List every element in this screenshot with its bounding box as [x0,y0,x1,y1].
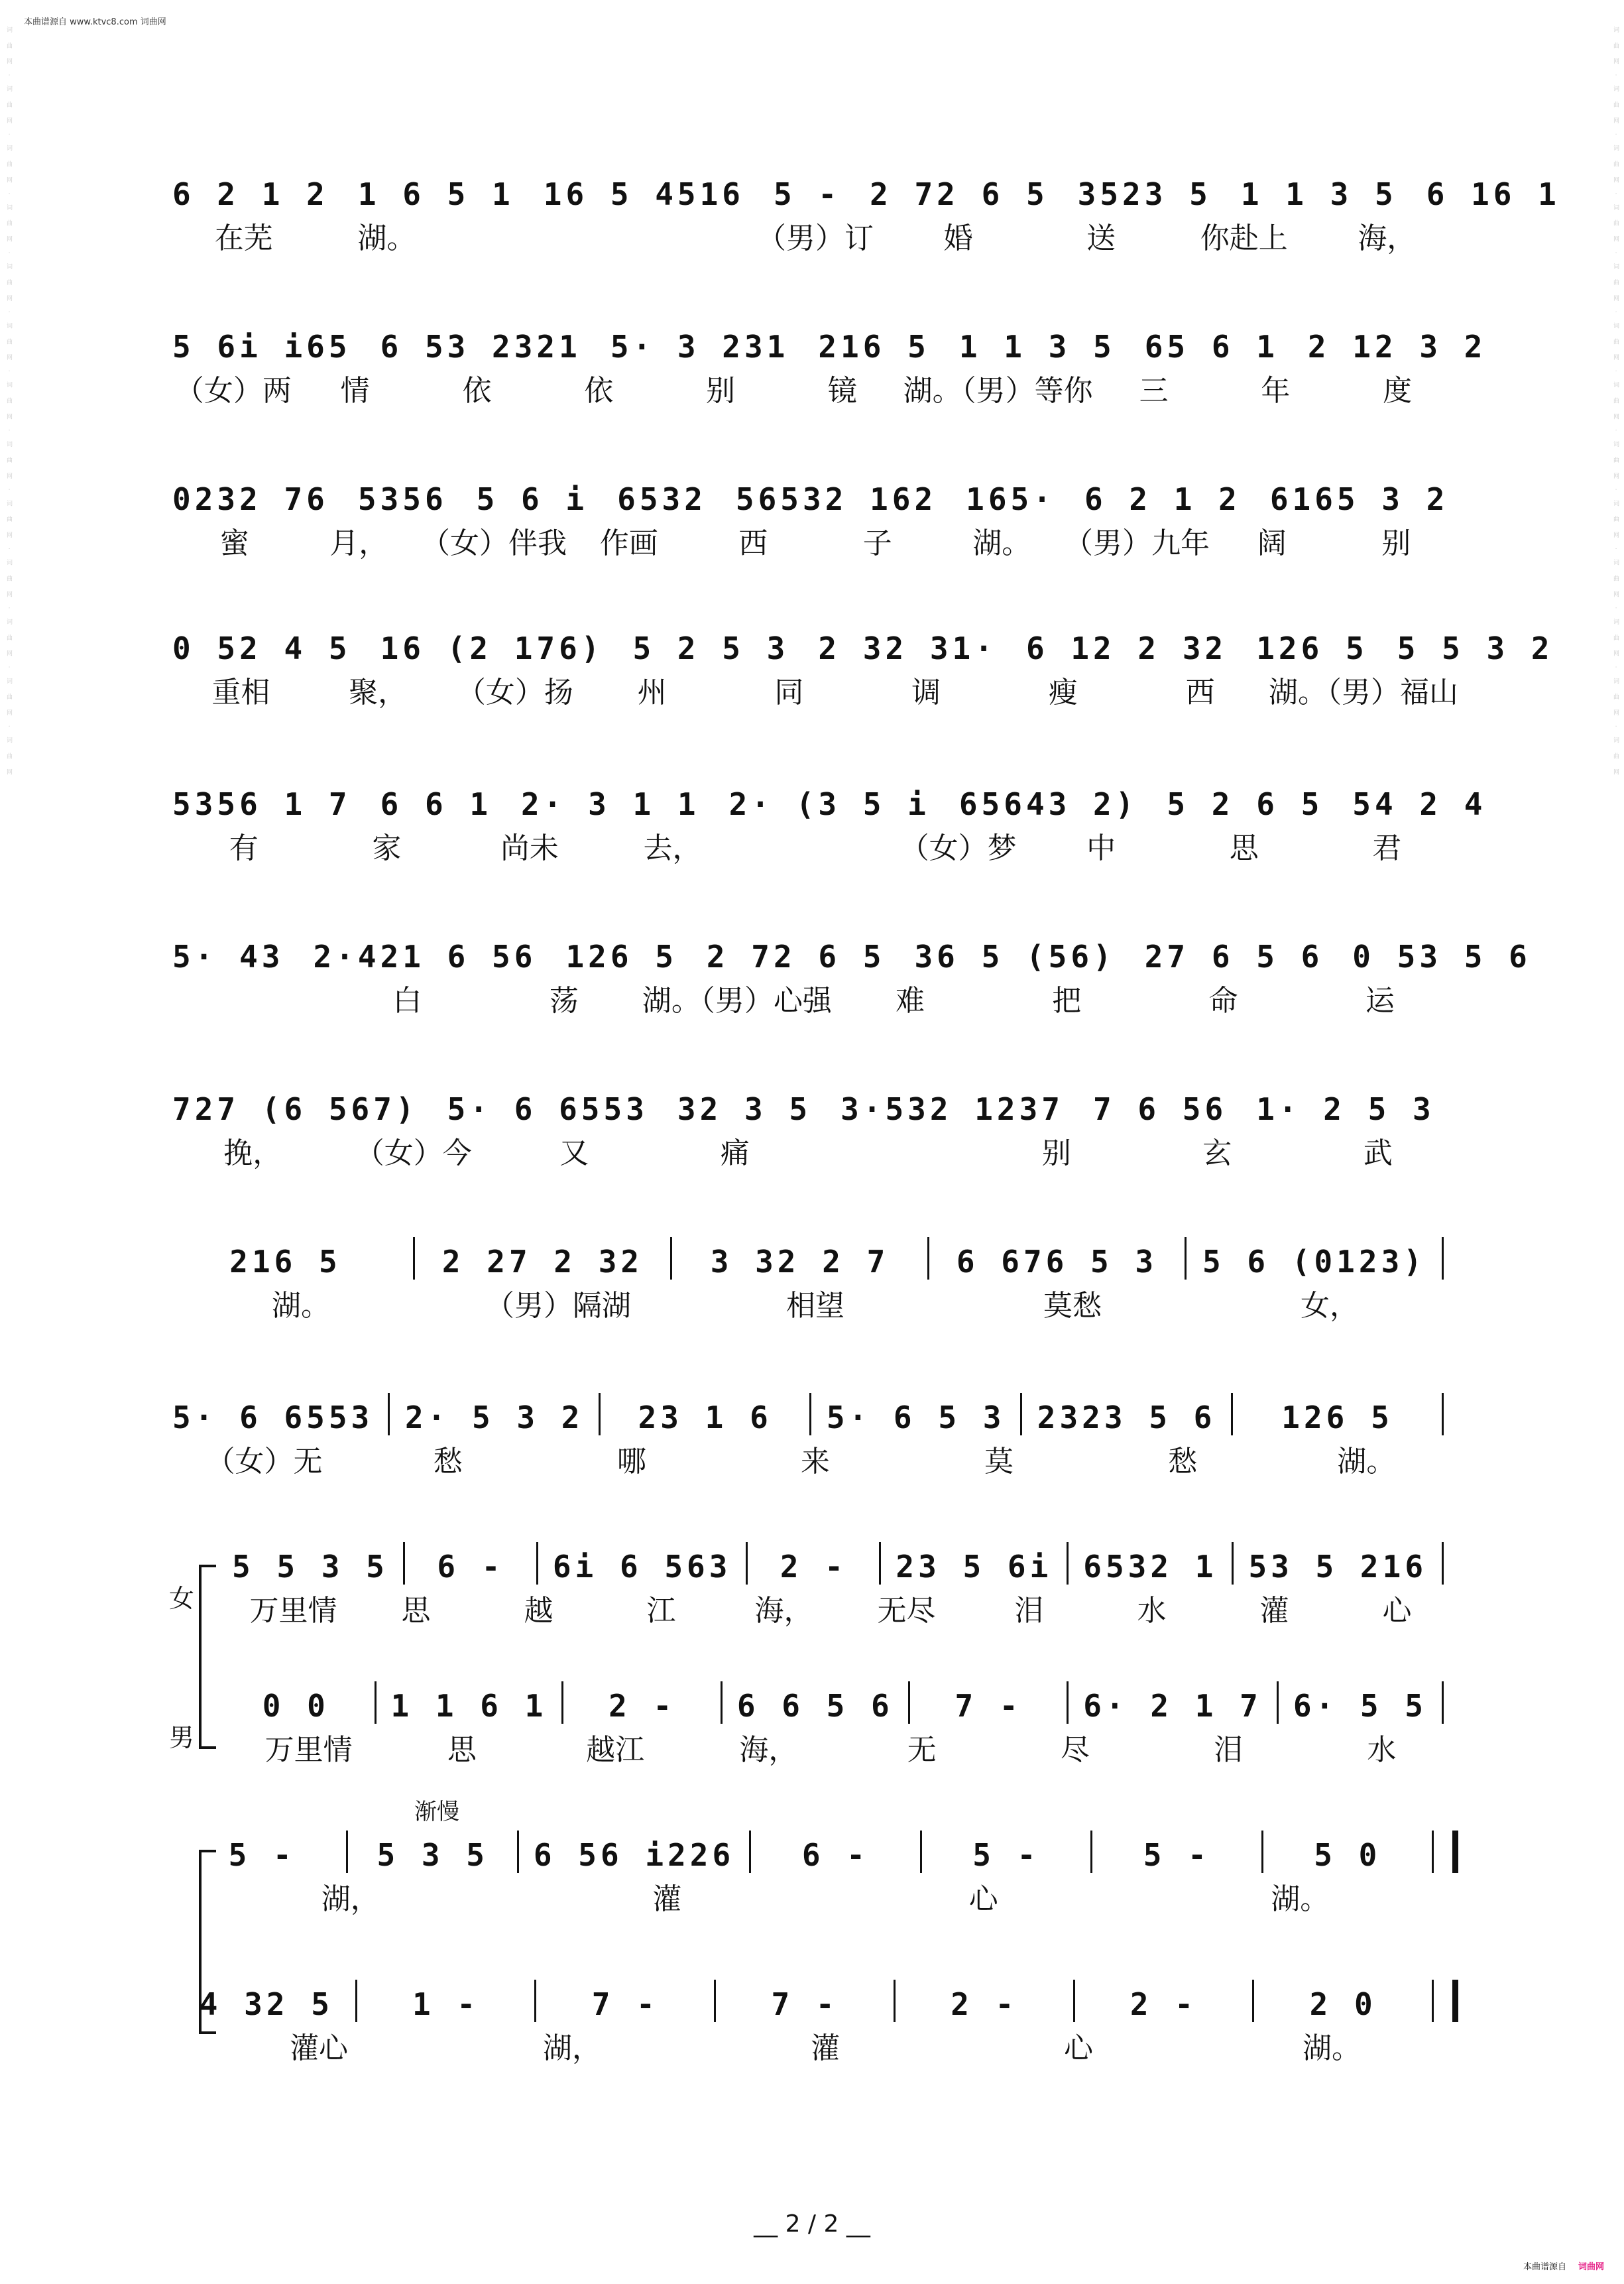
measure: 6532 [617,481,707,517]
barline [879,1542,881,1585]
measure: 165· [966,481,1055,517]
lyric-word: 来 [800,1445,830,1478]
measure: 0 53 5 6 [1352,939,1531,975]
lyric-word: 君 [1372,831,1402,865]
lyrics-line [172,1280,1458,1326]
lyrics-line [172,822,1458,869]
lyric-word: 去， [643,831,702,865]
lyric-word: 别 [1381,526,1411,560]
measure: 6532 1 [1083,1549,1218,1585]
lyric-word: 玄 [1202,1136,1232,1170]
measure: 5 5 3 2 [1397,631,1554,666]
measure: 2 - [951,1986,1018,2022]
measure: 65643 2) [958,786,1138,822]
lyric-word: 家 [372,831,402,865]
measure: 126 5 [565,939,677,975]
measure: 16 (2 176) [380,631,604,666]
measure: 53 5 216 [1248,1549,1428,1585]
lyric-word: 州 [637,676,667,709]
measure: 5 2 5 3 [632,631,789,666]
barline [599,1393,601,1435]
lyric-word: 湖。（男）福山 [1269,676,1458,709]
measure: 5 - [774,176,841,212]
lyric-word: 思 [401,1594,431,1628]
measure: 1· 2 5 3 [1256,1091,1435,1127]
measure: 7 - [771,1986,839,2022]
lyric-word: （男）隔湖 [485,1289,631,1323]
lyric-word: 同 [774,676,804,709]
voice-label-female: 女 [169,1584,195,1613]
barline [1185,1237,1187,1280]
lyric-word: 哪 [616,1445,646,1478]
lyric-word: 别 [1041,1136,1071,1170]
barline [375,1681,377,1724]
lyric-word: 依 [462,374,492,408]
measure: 2 - [780,1549,847,1585]
measure: 0232 76 [172,481,329,517]
measure: 1 1 6 1 [390,1688,548,1724]
lyric-word: 万里情 [264,1733,353,1767]
lyric-word: 无尽 [877,1594,936,1628]
lyric-word: 别 [706,374,736,408]
lyric-word: 心 [1064,2031,1093,2065]
measure: 54 2 4 [1352,786,1487,822]
measure: 5 - [228,1837,296,1873]
measure: 5 6i i65 [172,329,351,365]
lyric-word: 海， [1358,221,1417,255]
lyric-word: 子 [862,526,892,560]
footer-brand: 词曲网 [1578,2262,1604,2272]
measure: 6 16 1 [1426,176,1560,212]
measure: 5· 43 [172,939,284,975]
lyrics-line [172,1435,1458,1482]
measure: 2 72 6 5 [706,939,886,975]
barline [413,1237,415,1280]
lyric-word: （女）伴我 [421,526,567,560]
page-number: __ 2 / 2 __ [754,2210,870,2238]
lyric-word: （男）订 [757,221,874,255]
notation-line [172,613,1554,666]
measure: 3523 5 [1077,176,1212,212]
lyric-word: 婚 [943,221,973,255]
score-system [172,922,1531,1021]
lyric-word: 你赴上 [1200,221,1288,255]
lyric-word: 三 [1139,374,1169,408]
lyric-word: 湖。 [1337,1445,1396,1478]
barline [1442,1237,1444,1280]
barline [561,1681,563,1724]
measure: 5· 3 231 [610,329,789,365]
lyric-word: （女）梦 [899,831,1017,865]
measure: 3 32 2 7 [710,1244,890,1280]
lyric-word: 湖， [543,2031,601,2065]
lyrics-line [172,212,1458,259]
footer-source: 本曲谱源自 [1523,2262,1566,2272]
final-barline [1452,1831,1458,1873]
score-system [172,312,1487,411]
measure: 2 - [609,1688,676,1724]
barline [1442,1542,1444,1585]
lyric-word: 无 [907,1733,937,1767]
lyric-word: 湖。（男）等你 [903,374,1093,408]
lyric-word: 月， [329,526,388,560]
barline [908,1681,910,1724]
measure: 6· 2 1 7 [1083,1688,1262,1724]
lyrics-line [232,1585,1458,1631]
barline [1252,1980,1254,2022]
measure: 6i 6 563 [552,1549,732,1585]
lyric-word: 情 [340,374,370,408]
measure: 2323 5 6 [1037,1400,1216,1435]
lyric-word: 难 [895,984,925,1018]
measure: 1 - [412,1986,480,2022]
lyric-word: 调 [911,676,941,709]
lyrics-line [232,1724,1458,1770]
measure: 65 6 1 [1144,329,1279,365]
system-brace [199,1565,216,1749]
lyric-word: 度 [1383,374,1413,408]
lyric-word: 武 [1363,1136,1393,1170]
measure: 5 5 3 5 [232,1549,388,1585]
notation-line [172,464,1458,517]
measure: 4 32 5 [199,1986,333,2022]
lyric-word: 湖。 [1271,1882,1330,1916]
measure: 1 6 5 1 [357,176,514,212]
lyric-word: 越江 [586,1733,645,1767]
score-system [172,613,1554,713]
notation-line [172,1382,1458,1435]
lyric-word: 思 [1229,831,1259,865]
measure: 5 6 i [476,481,589,517]
lyrics-line [172,517,1458,564]
lyrics-line [192,2022,1458,2069]
notation-line [172,312,1487,365]
measure: 3·532 1237 [841,1091,1065,1127]
measure: 6· 5 5 [1293,1688,1427,1724]
measure: 2 72 6 5 [870,176,1049,212]
barline [536,1542,538,1585]
notation-line [232,1532,1458,1585]
lyric-word: 聚， [349,676,408,709]
lyric-word: 泪 [1014,1594,1044,1628]
lyric-word: 西 [738,526,768,560]
measure: 6165 3 2 [1269,481,1449,517]
lyric-word: 作画 [599,526,658,560]
score-system [172,159,1560,259]
measure: 5· 6 5 3 [826,1400,1006,1435]
lyric-word: 愁 [433,1445,463,1478]
lyric-word: 白 [392,984,422,1018]
barline [1232,1542,1234,1585]
lyric-word: 中 [1086,831,1116,865]
measure: 216 5 [818,329,930,365]
lyric-word: 灌 [811,2031,840,2065]
barline [927,1237,929,1280]
measure: 5· 6 6553 [447,1091,648,1127]
barline [1261,1831,1263,1873]
barline [346,1831,348,1873]
barline [1277,1681,1279,1724]
measure: 1 1 3 5 [1240,176,1397,212]
barline [1231,1393,1233,1435]
lyric-word: 灌 [652,1882,682,1916]
lyric-word: 湖。（男）心强 [642,984,832,1018]
measure: 126 5 [1256,631,1368,666]
measure: 216 5 [229,1244,341,1280]
lyric-word: 越 [524,1594,553,1628]
barline [1067,1542,1069,1585]
lyric-word: 湖， [321,1882,380,1916]
barline [355,1980,357,2022]
lyric-word: 有 [229,831,259,865]
barline [721,1681,723,1724]
measure: 6 2 1 2 [172,176,329,212]
measure: 6 676 5 3 [956,1244,1158,1280]
barline [534,1980,536,2022]
lyric-word: 水 [1367,1733,1397,1767]
lyric-word: 镜 [827,374,857,408]
measure: 6 - [801,1837,869,1873]
measure: 5· 6 6553 [172,1400,374,1435]
final-barline [1452,1980,1458,2022]
measure: 2 0 [1309,1986,1377,2022]
measure: 56532 162 [735,481,937,517]
lyric-word: 瘦 [1048,676,1078,709]
lyric-word: 湖。 [972,526,1031,560]
lyric-word: 灌 [1259,1594,1289,1628]
measure: 2 32 31· [818,631,997,666]
barline [1090,1831,1092,1873]
duet-staff-female [192,1820,1458,1919]
barline [388,1393,390,1435]
lyric-word: 湖。 [272,1289,330,1323]
lyric-word: 蜜 [219,526,249,560]
lyric-word: 泪 [1214,1733,1244,1767]
barline [517,1831,519,1873]
measure: 6 56 i226 [533,1837,735,1873]
measure: 2· 5 3 2 [404,1400,584,1435]
barline [403,1542,405,1585]
barline [746,1542,748,1585]
lyric-word: 灌心 [290,2031,348,2065]
lyric-word: 湖。 [1303,2031,1361,2065]
lyric-word: （女）无 [205,1445,323,1478]
lyric-word: 莫 [984,1445,1014,1478]
score-system [172,769,1487,869]
notation-line [232,1671,1458,1724]
notation-line [172,159,1560,212]
measure: 2 12 3 2 [1307,329,1487,365]
lyrics-line [172,1127,1458,1173]
header-source: 本曲谱源自 www.ktvc8.com 词曲网 [24,17,166,27]
lyric-word: 女， [1301,1289,1359,1323]
lyric-word: （女）两 [174,374,292,408]
barline [1073,1980,1075,2022]
measure: 2· 3 1 1 [521,786,700,822]
score-system [172,1382,1458,1482]
barline [920,1831,922,1873]
barline [714,1980,716,2022]
notation-line [172,922,1531,975]
measure: 6 - [437,1549,504,1585]
barline [749,1831,751,1873]
lyric-word: 愁 [1168,1445,1198,1478]
barline [1442,1681,1444,1724]
lyric-word: 水 [1137,1594,1167,1628]
lyric-word: 运 [1365,984,1395,1018]
barline [809,1393,811,1435]
lyric-word: 心 [1382,1594,1412,1628]
side-watermark-left: 词 曲 网 · 词 曲 网 · 词 曲 网 · 词 曲 网 · 词 曲 网 · 词 曲 网 · 词 曲 网 · 词 曲 网 · 词 曲 网 · 词 曲 网 · 词 曲 网 · 词 曲 网 · 词 曲 网 [5,27,12,779]
barline [894,1980,896,2022]
barline [1442,1393,1444,1435]
measure: 5 - [972,1837,1040,1873]
lyric-word: 相望 [786,1289,844,1323]
measure: 6 12 2 32 [1025,631,1228,666]
measure: 2· (3 5 i [728,786,930,822]
footer [1523,2259,1604,2272]
measure: 2 27 2 32 [441,1244,644,1280]
measure: 0 0 [262,1688,329,1724]
duet-staff-male [232,1671,1458,1770]
measure: 23 1 6 [638,1400,772,1435]
barline [1067,1681,1069,1724]
measure: 126 5 [1281,1400,1393,1435]
measure: 7 6 56 [1093,1091,1228,1127]
measure: 5 2 6 5 [1167,786,1324,822]
measure: 6 6 1 [380,786,493,822]
measure: 5356 [357,481,447,517]
lyric-word: 痛 [720,1136,750,1170]
voice-label-male: 男 [169,1723,195,1752]
lyric-word: 把 [1052,984,1082,1018]
measure: 27 6 5 6 [1144,939,1324,975]
lyric-word: 湖。 [357,221,416,255]
lyric-word: 命 [1208,984,1238,1018]
lyric-word: 年 [1261,374,1291,408]
notation-line [172,1074,1458,1127]
barline [670,1237,672,1280]
score-system [172,464,1458,564]
lyric-word: 万里情 [249,1594,337,1628]
lyric-word: 阔 [1257,526,1287,560]
lyric-word: 在芜 [214,221,273,255]
score-system [172,1227,1458,1326]
measure: 7 - [955,1688,1022,1724]
measure: 5356 1 7 [172,786,351,822]
measure: 16 5 4516 [543,176,744,212]
measure: 7 - [591,1986,659,2022]
lyric-word: 莫愁 [1043,1289,1102,1323]
lyrics-line [172,975,1458,1021]
measure: 6 6 5 6 [736,1688,894,1724]
measure: 2·421 6 56 [313,939,537,975]
lyric-word: 挽， [223,1136,282,1170]
lyric-word: 荡 [549,984,579,1018]
duet-staff-female [232,1532,1458,1631]
barline [1432,1831,1434,1873]
notation-line [172,769,1487,822]
measure: 5 - [1143,1837,1210,1873]
lyrics-line [172,365,1458,411]
measure: 0 52 4 5 [172,631,351,666]
notation-line [172,1227,1458,1280]
tempo-marking: 渐慢 [414,1799,459,1825]
lyric-word: （女）扬 [456,676,573,709]
measure: 5 3 5 [377,1837,489,1873]
lyric-word: （男）九年 [1064,526,1210,560]
lyric-word: 依 [584,374,614,408]
notation-line [192,1820,1458,1873]
measure: 36 5 (56) [914,939,1116,975]
measure: 727 (6 567) [172,1091,418,1127]
measure: 23 5 6i [896,1549,1053,1585]
side-watermark-right: 词 曲 网 · 词 曲 网 · 词 曲 网 · 词 曲 网 · 词 曲 网 · 词 曲 网 · 词 曲 网 · 词 曲 网 · 词 曲 网 · 词 曲 网 · 词 曲 网 · 词 曲 网 · 词 曲 网 [1612,27,1619,779]
measure: 6 53 2321 [380,329,581,365]
notation-line [192,1969,1458,2022]
lyric-word: 海， [739,1733,798,1767]
lyrics-line [192,1873,1458,1919]
score-system [172,1074,1458,1173]
measure: 5 0 [1314,1837,1381,1873]
barline [1020,1393,1022,1435]
measure: 6 2 1 2 [1084,481,1241,517]
lyric-word: 重相 [211,676,270,709]
lyric-word: 心 [968,1882,998,1916]
lyrics-line [172,666,1458,713]
lyric-word: 尚未 [500,831,559,865]
lyric-word: 海， [754,1594,813,1628]
barline [1432,1980,1434,2022]
measure: 2 - [1130,1986,1197,2022]
lyric-word: 西 [1185,676,1215,709]
lyric-word: 送 [1086,221,1116,255]
lyric-word: 又 [559,1136,589,1170]
measure: 5 6 (0123) [1202,1244,1426,1280]
lyric-word: 江 [646,1594,676,1628]
lyric-word: 思 [447,1733,477,1767]
measure: 1 1 3 5 [958,329,1116,365]
lyric-word: （女）今 [355,1136,472,1170]
measure: 32 3 5 [677,1091,812,1127]
lyric-word: 尽 [1060,1733,1090,1767]
duet-staff-male [192,1969,1458,2069]
